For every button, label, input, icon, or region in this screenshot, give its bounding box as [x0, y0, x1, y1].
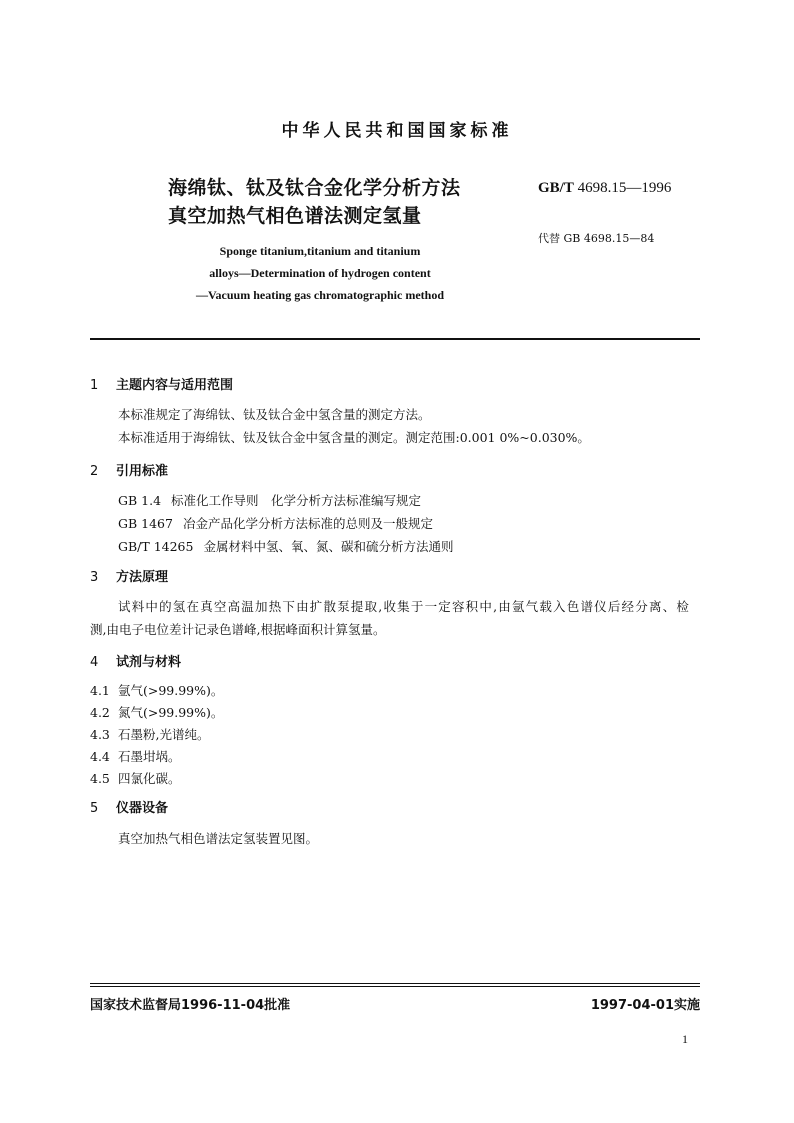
section-number: 2	[90, 464, 99, 479]
title-zh-line-2: 真空加热气相色谱法测定氢量	[168, 205, 422, 227]
section-5-heading	[90, 797, 168, 816]
reagent-item	[90, 703, 223, 721]
reference-item	[118, 537, 453, 555]
section-3-heading	[90, 566, 168, 585]
reagent-item	[90, 681, 223, 699]
reference-code: GB 1467	[118, 516, 173, 531]
national-standard-header: 中华人民共和国国家标准	[281, 121, 513, 141]
reagent-item	[90, 725, 209, 743]
implementation-date: 1997-04-01实施	[590, 998, 700, 1013]
replaces-note: 代替 GB 4698.15—84	[538, 232, 655, 245]
approval-date: 国家技术监督局1996-11-04批准	[90, 998, 291, 1013]
section-5-paragraph: 真空加热气相色谱法定氢装置见图。	[118, 831, 319, 846]
item-text: 四氯化碳。	[118, 771, 181, 786]
section-1-heading	[90, 374, 233, 393]
reagent-item	[90, 747, 181, 765]
section-title: 仪器设备	[116, 801, 169, 816]
title-en-line-2: alloys—Determination of hydrogen content	[209, 266, 431, 280]
reference-item	[118, 491, 421, 509]
section-number: 3	[90, 570, 99, 585]
item-number: 4.2	[90, 705, 110, 720]
section-1-paragraph-1: 本标准规定了海绵钛、钛及钛合金中氢含量的测定方法。	[118, 407, 431, 422]
reference-text: 标准化工作导则 化学分析方法标准编写规定	[171, 493, 422, 508]
standard-number-value: 4698.15—1996	[577, 180, 672, 196]
section-title: 方法原理	[116, 570, 169, 585]
item-number: 4.5	[90, 771, 110, 786]
section-title: 引用标准	[116, 464, 169, 479]
page-number: 1	[682, 1032, 688, 1046]
title-en-line-3: —Vacuum heating gas chromatographic method	[195, 288, 444, 302]
item-text: 石墨粉,光谱纯。	[118, 727, 210, 742]
item-number: 4.4	[90, 749, 110, 764]
standard-code: GB/T	[538, 180, 574, 196]
section-number: 1	[90, 378, 99, 393]
reagent-item	[90, 769, 181, 787]
section-number: 4	[90, 655, 99, 670]
footer-divider-top	[90, 983, 700, 984]
reference-code: GB/T 14265	[118, 539, 194, 554]
item-number: 4.3	[90, 727, 110, 742]
reference-code: GB 1.4	[118, 493, 162, 508]
standard-number	[538, 180, 671, 197]
footer-divider-bottom	[90, 986, 700, 987]
section-3-paragraph-line-2: 测,由电子电位差计记录色谱峰,根据峰面积计算氢量。	[90, 622, 386, 637]
item-text: 石墨坩埚。	[118, 749, 181, 764]
section-number: 5	[90, 801, 99, 816]
section-3-paragraph-line-1: 试料中的氢在真空高温加热下由扩散泵提取,收集于一定容积中,由氩气载入色谱仪后经分离、检	[118, 599, 691, 614]
item-number: 4.1	[90, 683, 110, 698]
section-2-heading	[90, 460, 168, 479]
reference-item	[118, 514, 433, 532]
section-1-paragraph-2: 本标准适用于海绵钛、钛及钛合金中氢含量的测定。测定范围:0.001 0%~0.030%。	[118, 430, 590, 445]
reference-text: 金属材料中氢、氧、氮、碳和硫分析方法通则	[203, 539, 454, 554]
reference-text: 冶金产品化学分析方法标准的总则及一般规定	[182, 516, 433, 531]
section-title: 主题内容与适用范围	[116, 378, 234, 393]
item-text: 氮气(>99.99%)。	[118, 705, 224, 720]
section-title: 试剂与材料	[116, 655, 182, 670]
header-divider	[90, 338, 700, 340]
item-text: 氩气(>99.99%)。	[118, 683, 224, 698]
section-4-heading	[90, 651, 181, 670]
title-zh-line-1: 海绵钛、钛及钛合金化学分析方法	[168, 177, 461, 199]
title-en-line-1: Sponge titanium,titanium and titanium	[219, 244, 421, 258]
